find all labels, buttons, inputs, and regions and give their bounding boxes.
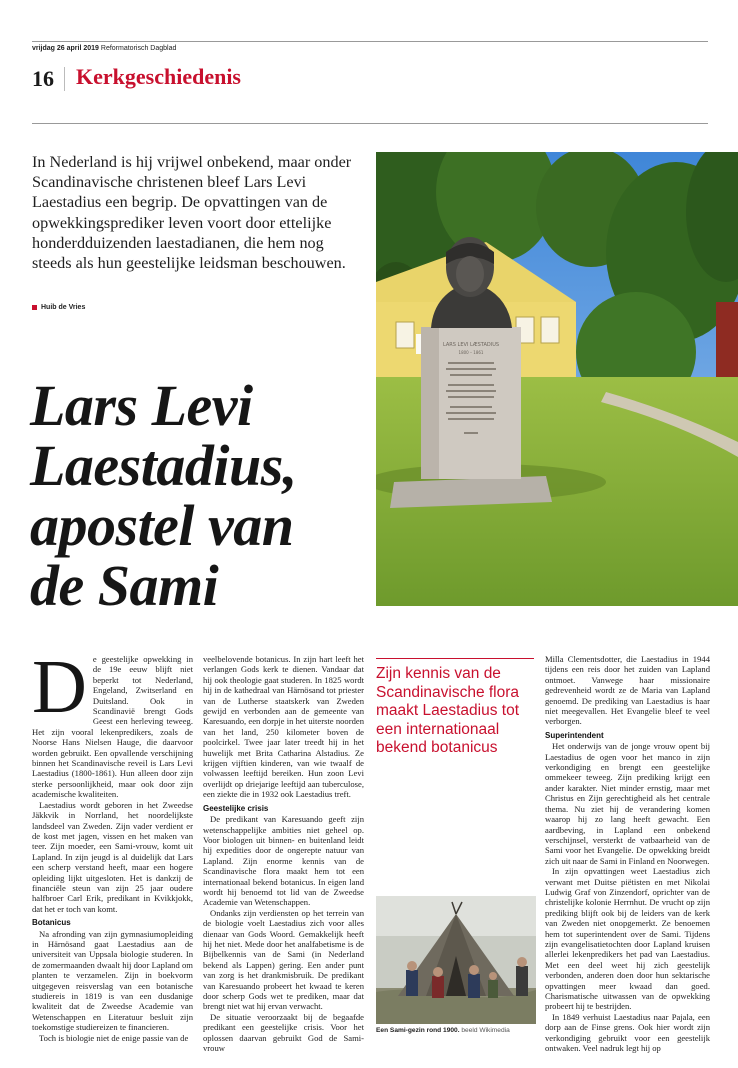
dateline [32, 45, 176, 52]
headline-line: de Sami [30, 553, 219, 618]
inscription-title: LARS LEVI LÆSTADIUS [442, 342, 500, 348]
photo-credit: beeld Wikimedia [461, 1027, 510, 1034]
newspaper-name: Reformatorisch Dagblad [100, 45, 177, 52]
top-rule [32, 41, 708, 42]
inscription-years: 1800 – 1861 [458, 350, 484, 355]
intro-paragraph: In Nederland is hij vrijwel onbekend, maar onder Scandinavische christenen bleef Lars Levi Laestadius een begrip. De opvattingen van de opwekkingsprediker leven voort door ettelijke honderdduizenden laestadianen, die hem nog steeds als hun geestelijke leidsman beschouwen. [32, 153, 352, 273]
header-divider [64, 67, 65, 91]
header-rule [32, 123, 708, 124]
drop-cap: D [32, 645, 87, 729]
article-paragraph: veelbelovende botanicus. In zijn hart leeft het verlangen Gods kerk te dienen. Vandaar dat hij ook theologie gaat studeren. In 1825 wordt hij in de kathedraal van Härnösand tot priester van de Lutherse staatskerk van Zweden gewijd en verbonden aan de gemeente van Karesuando, een dorpje in het uiterste noorden van het land, 250 kilometer boven de poolcirkel. Twee jaar later treedt hij in het huwelijk met Brita Catharina Alstadius. Ze krijgen vijftien kinderen, van wie twaalf de volwassen leeftijd bereiken. Hun zoon Levi overlijdt op driejarige leeftijd aan tuberculose, een ziekte die in 1932 ook Laestadius treft. [203, 654, 364, 800]
article-paragraph: Milla Clementsdotter, die Laestadius in 1944 tijdens een reis door het zuiden van Lapland ontmoet. Vanwege haar missionaire gedrevenheid wordt ze de Maria van Lapland genoemd. De prediking van Laestadius is haar niet meegevallen. Het Evangelie bleef te veel verborgen. [545, 654, 710, 727]
author-name: Huib de Vries [41, 304, 86, 311]
headline-line: apostel van [30, 493, 294, 558]
photo-caption [376, 1027, 546, 1034]
article-paragraph: Na afronding van zijn gymnasiumopleiding in Härnösand gaat Laestadius aan de universiteit van Uppsala biologie studeren. In de zomermaanden dwaalt hij door Lapland om planten te verzamelen. Zijn in boekvorm uitgegeven reisverslag van een botanische studiereis in 1819 is van een dusdanige kwaliteit dat de Zweedse Academie van Wetenschappen en Literatuur besluit zijn toekomstige studiereizen te financieren. [32, 928, 193, 1033]
headline-line: Lars Levi [30, 373, 253, 438]
article-paragraph: In zijn opvattingen weet Laestadius zich verwant met Duitse piëtisten en met Nikolai Ludwig Graf von Zinzendorf, oprichter van de christelijke kolonie Herrnhut. De vrucht op zijn prediking blijft ook bij de leiders van de kerk van Zweden niet onopgemerkt. Ze benoemen hem tot superintendent over de Sami. Tijdens zijn evangelisatietochten door Lapland kruisen allerlei lekenpredikers het pad van Laestadius. Met een deel weet hij zich geestelijk verbonden, anderen doen door hun sektarische opvattingen meer kwaad dan goed. Charismatische uitwassen van de opwekking probeert hij te bestrijden. [545, 866, 710, 1012]
byline-marker-icon [32, 305, 37, 310]
article-column-1 [32, 645, 193, 1043]
article-paragraph: e geestelijke opwekking in de 19e eeuw blijft niet beperkt tot Nederland, Engeland, Zwitserland en Duitsland. Ook in Scandinavië brengt Gods Geest een herleving teweeg. Het zijn vooral lekenpredikers, zoals de Noorse Hans Nielsen Hauge, die daarvoor worden gebruikt. Een opvallende verschijning binnen het Scandinavische reveil is Lars Levi Laestadius (1800-1861). Hun alleen door zijn sterke persoonlijkheid, maar ook door zijn academische kwaliteiten. [32, 654, 193, 800]
statue-photo [376, 152, 738, 606]
article-paragraph: Ondanks zijn verdiensten op het terrein van de biologie voelt Laestadius zich voor alles dienaar van Gods Woord. Gemakkelijk heeft hij het niet. Mede door het analfabetisme is de Bijbelkennis van de Sami (in Nederland bekend als Lappen) gering. Een ander punt van zorg is het drankmisbruik. De predikant van Karesuando probeert het kwaad te keren door scherp Gods wet te prediken, maar dat brengt niet wat hij ervan verwacht. [203, 907, 364, 1012]
pull-quote: Zijn kennis van de Scandinavische flora maakt Laestadius tot een internationaal bekend botanicus [376, 658, 534, 758]
headline-line: Laestadius, [30, 433, 297, 498]
page-number: 16 [32, 66, 54, 91]
subheading-geestelijke-crisis: Geestelijke crisis [203, 803, 269, 813]
article-paragraph: In 1849 verhuist Laestadius naar Pajala, een dorp aan de Finse grens. Ook hier wordt zijn verkondiging gebruikt voor een geestelijk ontwaken. Veel nadruk legt hij op [545, 1011, 710, 1054]
caption-text: Een Sami-gezin rond 1900. [376, 1027, 460, 1034]
sami-family-illustration [376, 896, 536, 1024]
byline [32, 304, 85, 311]
article-paragraph: De situatie veroorzaakt bij de begaafde predikant een geestelijke crisis. Voor het oplossen daarvan gebruikt God de Sami-vrouw [203, 1011, 364, 1054]
issue-date: vrijdag 26 april 2019 [32, 45, 99, 52]
article-paragraph: De predikant van Karesuando geeft zijn wetenschappelijke ambities niet geheel op. Voor biologen uit binnen- en buitenland leidt hij expedities door de ongerepte natuur van Lapland. Zijn enorme kennis van de Scandinavische flora maakt hem tot een internationaal bekend botanicus. In eigen land wordt hij benoemd tot lid van de Zweedse Academie van Wetenschappen. [203, 814, 364, 908]
article-paragraph: Toch is biologie niet de enige passie van de [39, 1032, 189, 1043]
sami-family-photo [376, 896, 536, 1024]
article-column-4 [545, 654, 710, 1053]
headline [30, 373, 370, 618]
subheading-botanicus: Botanicus [32, 918, 71, 928]
article-column-2 [203, 654, 364, 1053]
statue-photo-illustration [376, 152, 738, 606]
subheading-superintendent: Superintendent [545, 730, 604, 740]
article-paragraph: Laestadius wordt geboren in het Zweedse Jäkkvik in Norrland, het noordelijkste landsdeel van Zweden. Zijn vader verdient er de kost met jagen, vissen en het maken van teer. Zijn moeder, een Sami-vrouw, komt uit Lapland. In zijn jeugd is al duidelijk dat Lars een scherp verstand heeft, maar een hogere opleiding lijkt uitgesloten. Het is dankzij de financiële steun van zijn 25 jaar oudere halfbroer Carl Erik, predikant in Kvikkjokk, dat het er toch van komt. [32, 799, 193, 914]
section-title: Kerkgeschiedenis [76, 64, 241, 89]
article-paragraph: Het onderwijs van de jonge vrouw opent bij Laestadius de ogen voor het manco in zijn verkondiging en brengt een geestelijke ommekeer teweeg. Zijn prediking krijgt een ander karakter. Niet minder ernstig, maar met Christus en Zijn gerechtigheid als het centrale thema. Nu ziet hij de verandering komen waarop hij zo lang heeft gewacht. Een aardbeving, in Lapland een onbekend verschijnsel, versterkt de vatbaarheid van de Sami voor het Evangelie. De opwekking breidt zich uit naar de Sami in Finland en Noorwegen. [545, 741, 710, 866]
